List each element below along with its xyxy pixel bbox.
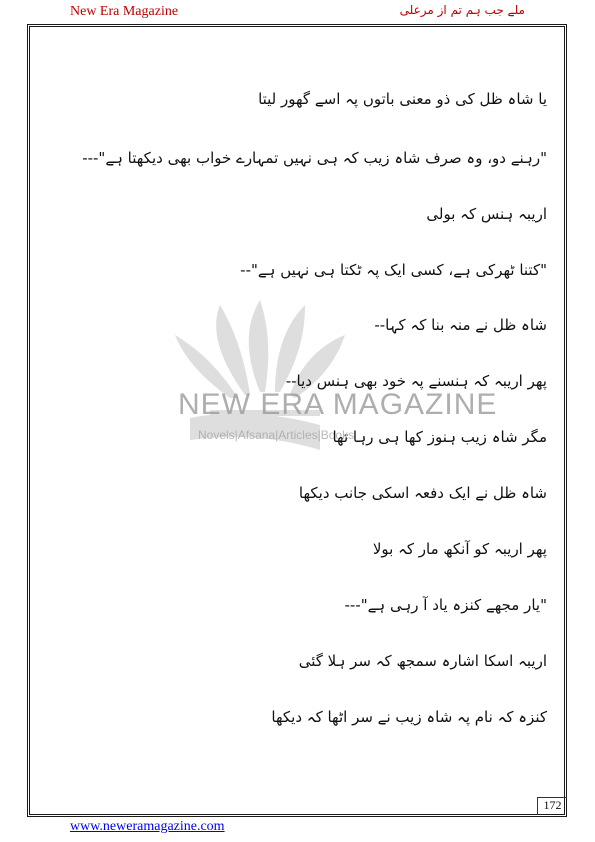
body-line-4: "کتنا ٹھرکی ہے، کسی ایک پہ ٹکتا ہی نہیں ہے"-- (240, 261, 547, 279)
watermark-subtitle: Novels|Afsana|Articles|Books (198, 428, 355, 442)
body-line-9: پھر اریبہ کو آنکھ مار کہ بولا (372, 540, 547, 558)
body-line-10: "یار مجھے کنزہ یاد آ رہی ہے"--- (344, 596, 547, 614)
body-line-2: "رہنے دو، وہ صرف شاہ زیب کہ ہی نہیں تمہارے خواب بھی دیکھتا ہے"--- (82, 149, 547, 167)
body-line-8: شاہ ظل نے ایک دفعہ اسکی جانب دیکھا (298, 484, 547, 502)
watermark-title: NEW ERA MAGAZINE (178, 388, 498, 421)
magazine-name-header: New Era Magazine (70, 4, 179, 19)
body-line-6: پھر اریبہ کہ ہنسنے پہ خود بھی ہنس دیا-- (285, 372, 547, 390)
website-link[interactable]: www.neweramagazine.com (70, 819, 225, 834)
body-line-11: اریبہ اسکا اشارہ سمجھ کہ سر ہلا گئی (298, 652, 547, 670)
body-line-1: یا شاہ ظل کی ذو معنی باتوں پہ اسے گھور لیتا (258, 90, 547, 108)
body-line-7: مگر شاہ زیب ہنوز کھا ہی رہا تھا (332, 428, 547, 446)
body-line-12: کنزہ کہ نام پہ شاہ زیب نے سر اٹھا کہ دیکھا (271, 708, 547, 726)
body-line-5: شاہ ظل نے منہ بنا کہ کہا-- (374, 316, 547, 334)
episode-title-header: ملے جب ہم تم از مرعلی (399, 3, 525, 17)
body-line-3: اریبہ ہنس کہ بولی (426, 205, 547, 223)
page-number: 172 (537, 797, 567, 815)
